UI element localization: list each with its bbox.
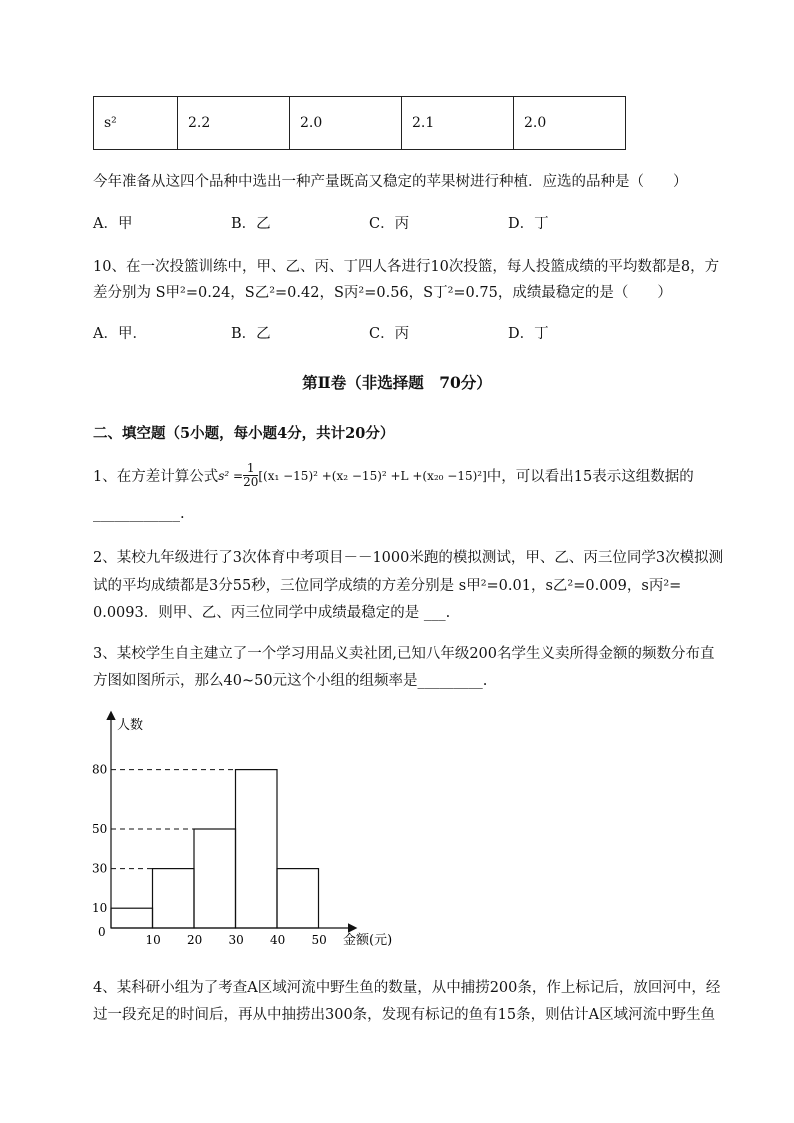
fq1-formula-s: s² =: [218, 468, 244, 483]
fq3-line2: 方图如图所示，那么40~50元这个小组的组频率是_________.: [93, 673, 488, 689]
fq4-line1: 4、某科研小组为了考查A区域河流中野生鱼的数量，从中捕捞200条，作上标记后，放回河中，经: [93, 980, 721, 996]
table-row: [94, 97, 626, 150]
fq3-line1: 3、某校学生自主建立了一个学习用品义卖社团,已知八年级200名学生义卖所得金额的频数分布直: [93, 646, 715, 662]
x-tick-label: 50: [311, 933, 327, 947]
histogram-bar: [153, 869, 195, 928]
q10-option-a: A．甲．: [93, 326, 147, 342]
table-cell: 2.1: [402, 97, 514, 150]
q10-option-c: C．丙: [369, 326, 410, 342]
table-row-label: s²: [94, 97, 178, 150]
table-cell: 2.0: [514, 97, 626, 150]
fq2-line2: 试的平均成绩都是3分55秒，三位同学成绩的方差分别是 s甲²=0.01，s乙²=0.009，s丙²=: [93, 578, 682, 594]
y-tick-label: 30: [92, 861, 108, 876]
y-tick-label: 50: [92, 822, 108, 836]
y-axis-label: 人数: [117, 718, 144, 733]
section-heading: 二、填空题（5小题，每小题4分，共计20分）: [93, 425, 395, 442]
fq2-line1: 2、某校九年级进行了3次体育中考项目－－1000米跑的模拟测试，甲、乙、丙三位同学3次模拟测: [93, 550, 724, 566]
q10-option-d: D．丁: [508, 326, 549, 342]
y-tick-label: 10: [92, 901, 108, 916]
q10-line2: 差分别为 S甲²=0.24，S乙²=0.42，S丙²=0.56，S丁²=0.75，成绩最稳定的是（ ）: [93, 285, 672, 301]
fq1-frac-den: 20: [243, 475, 259, 489]
variance-table: [93, 96, 626, 150]
q9-option-d: D．丁: [508, 216, 549, 232]
fq1-line: [93, 462, 694, 489]
fq1-formula-body: [(x₁ −15)² +(x₂ −15)² +L +(x₂₀ −15)²]: [258, 468, 487, 483]
fq1-prefix: 1、在方差计算公式: [93, 469, 219, 485]
x-tick-label: 30: [228, 933, 244, 947]
fq4-line2: 过一段充足的时间后，再从中抽捞出300条，发现有标记的鱼有15条，则估计A区域河流中野生鱼: [93, 1007, 716, 1023]
histogram-bar: [111, 908, 153, 928]
x-tick-label: 40: [270, 933, 286, 947]
table-cell: 2.0: [290, 97, 402, 150]
fq1-fraction: [243, 462, 258, 489]
fq1-frac-num: 1: [243, 462, 258, 476]
part2-title: 第Ⅱ卷（非选择题 70分）: [302, 373, 492, 392]
fq1-blank: ____________.: [93, 506, 185, 522]
histogram-bar: [236, 770, 278, 928]
y-tick-label: 80: [92, 762, 108, 777]
q9-stem: 今年准备从这四个品种中选出一种产量既高又稳定的苹果树进行种植．应选的品种是（ ）: [93, 174, 688, 190]
x-axis-label: 金额(元): [343, 933, 393, 948]
q10-option-b: B．乙: [231, 326, 271, 342]
table-cell: 2.2: [178, 97, 290, 150]
x-tick-label: 10: [145, 933, 161, 947]
fq2-line3: 0.0093．则甲、乙、丙三位同学中成绩最稳定的是 ___.: [93, 605, 451, 621]
x-tick-label: 20: [187, 933, 203, 947]
q10-line1: 10、在一次投篮训练中，甲、乙、丙、丁四人各进行10次投篮，每人投篮成绩的平均数都是8，方: [93, 259, 720, 275]
q9-option-a: A．甲: [93, 216, 133, 232]
fq1-suffix: 中，可以看出15表示这组数据的: [486, 469, 694, 485]
q9-option-c: C．丙: [369, 216, 410, 232]
histogram-bar: [277, 869, 319, 928]
origin-label: 0: [98, 925, 106, 939]
histogram-chart: [80, 705, 420, 955]
histogram-bar: [194, 829, 236, 928]
q9-option-b: B．乙: [231, 216, 271, 232]
